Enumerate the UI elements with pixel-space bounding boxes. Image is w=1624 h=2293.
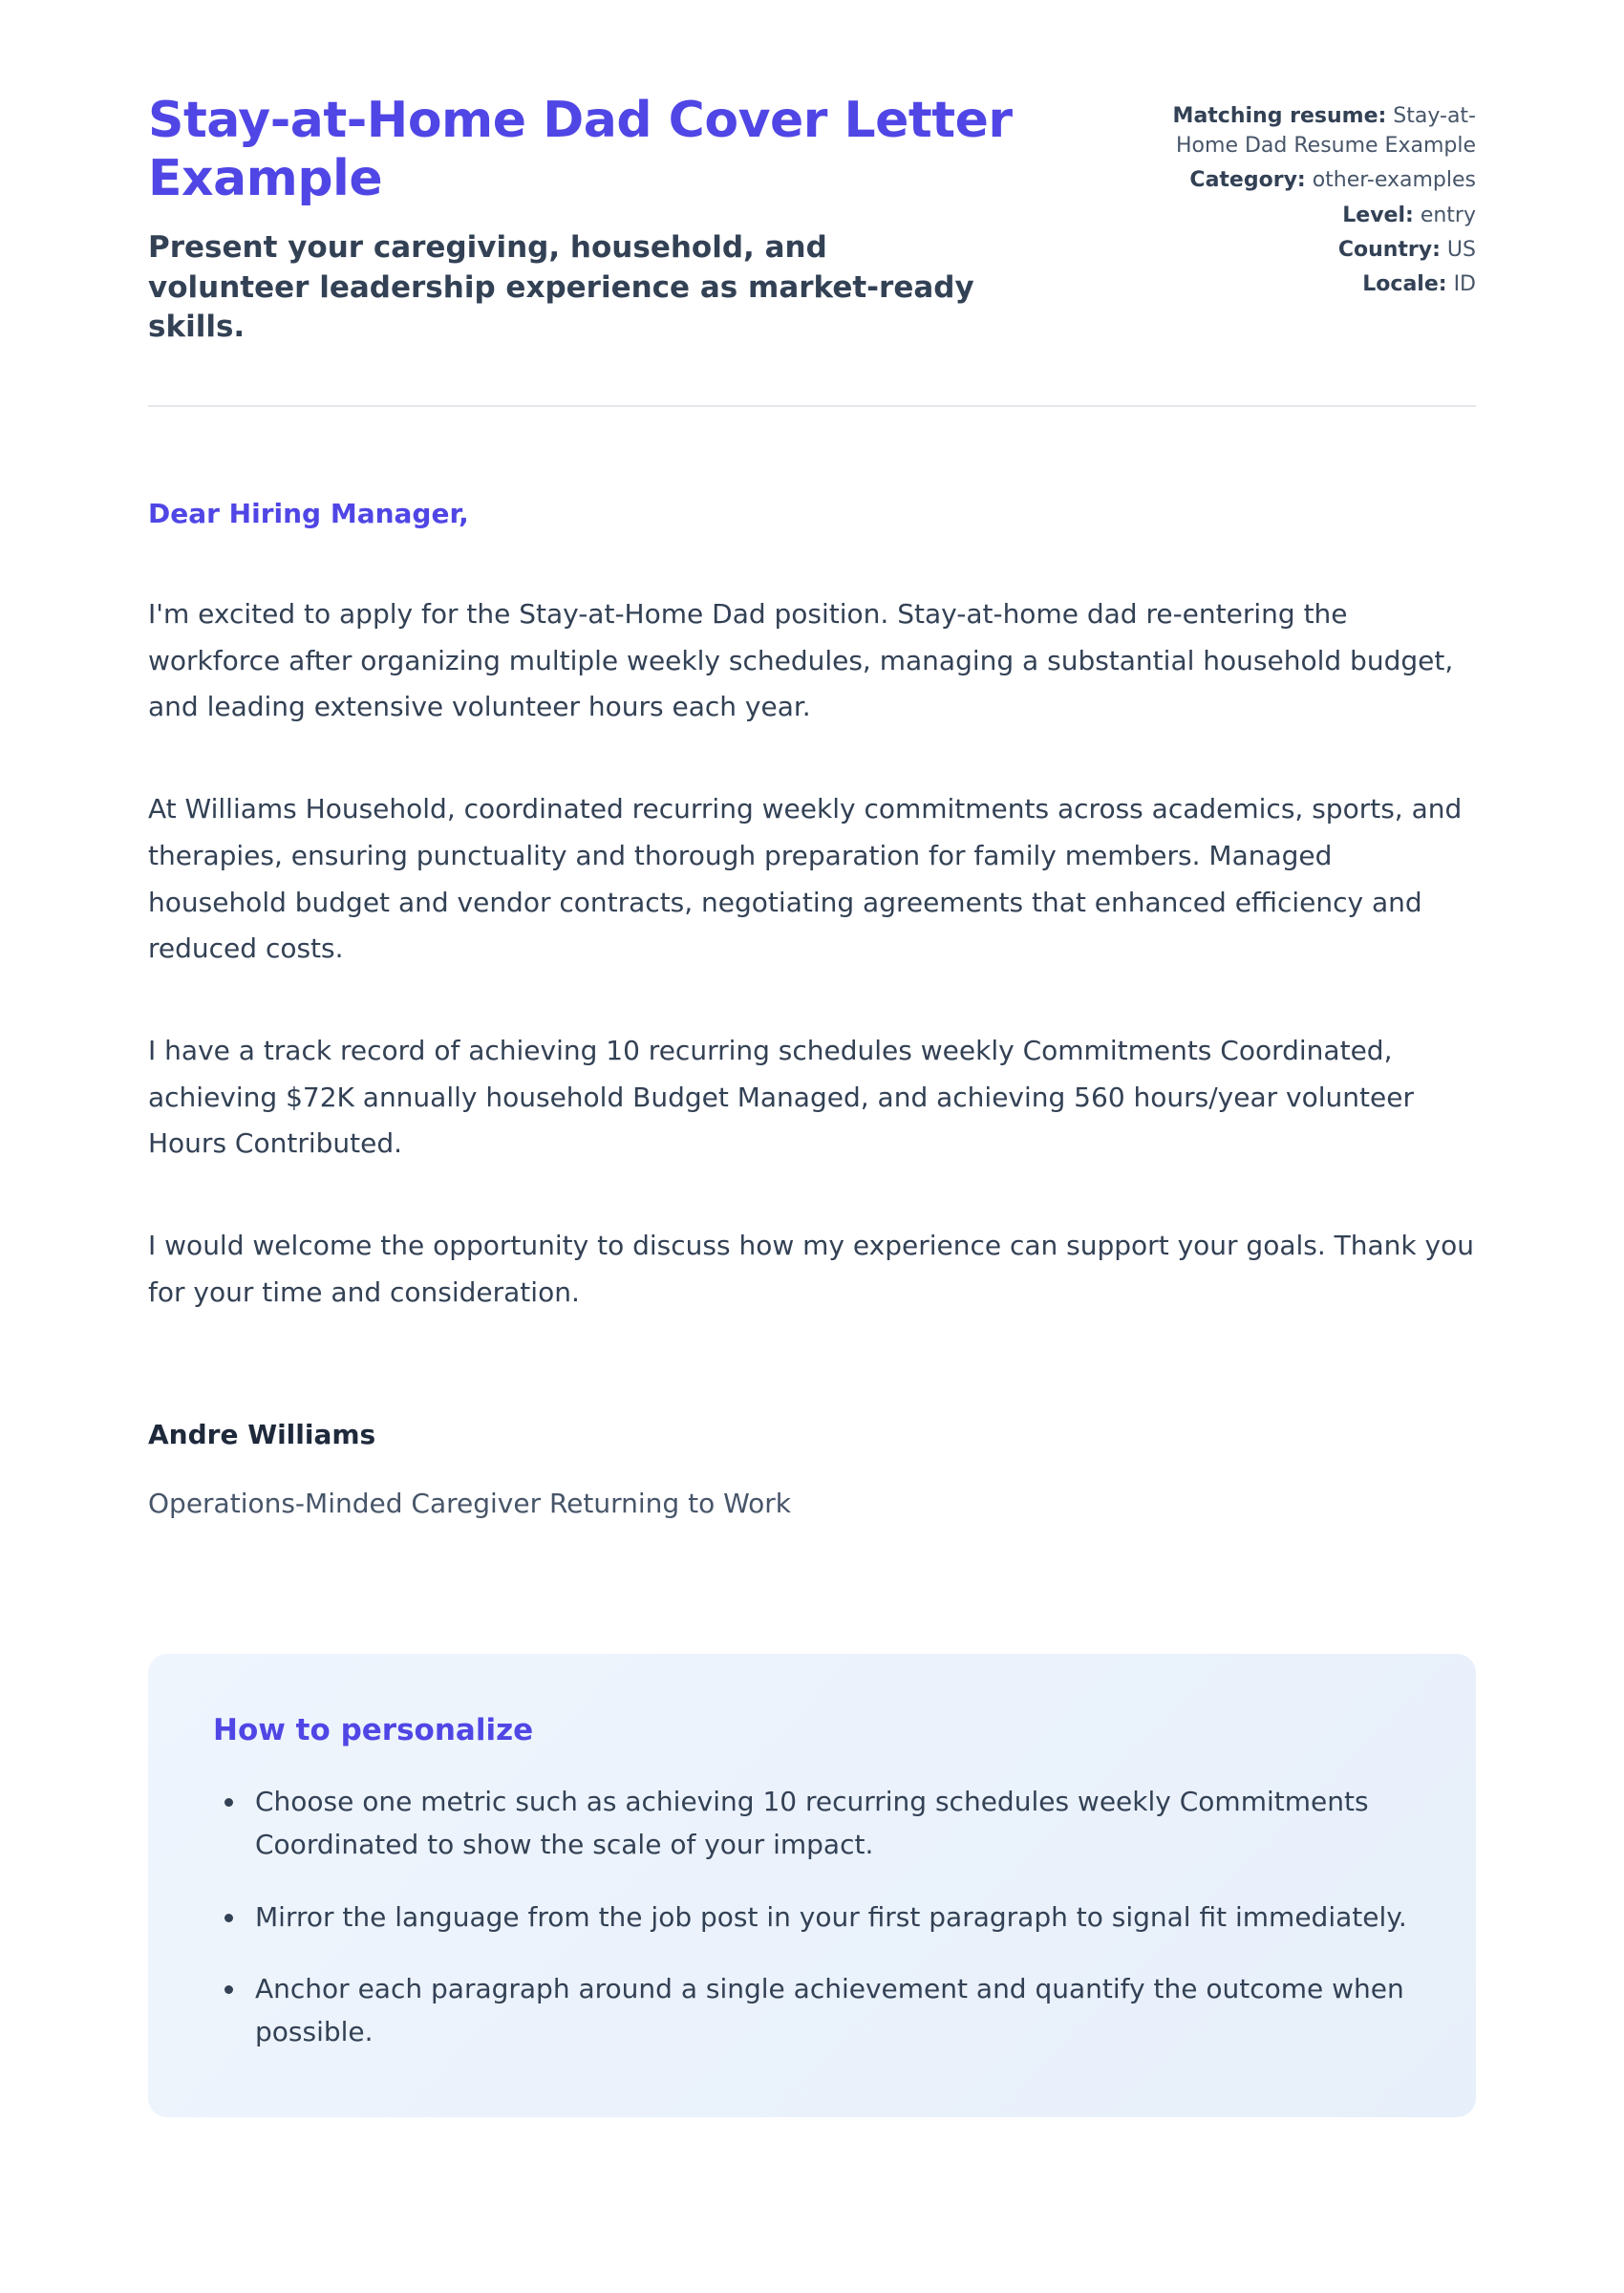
- meta-label: Level:: [1342, 203, 1414, 227]
- meta-matching-resume: [1121, 101, 1476, 161]
- callout-heading: How to personalize: [213, 1713, 534, 1748]
- resume-meta-block: [1121, 92, 1476, 304]
- cover-letter-body: [148, 491, 1476, 1528]
- letter-paragraph: At Williams Household, coordinated recurring weekly commitments across academics, sports, and therapies, ensuring punctuality and thorough preparation for family members. Managed household budget and vendor contracts, negotiating agreements that enhanced efficiency and reduced costs.: [148, 793, 1463, 965]
- page-header: [148, 92, 1476, 348]
- callout-bullet-list: [190, 1780, 1409, 2054]
- letter-paragraph: I have a track record of achieving 10 recurring schedules weekly Commitments Coordinated, achieving $72K annually household Budget Managed, and achieving 560 hours/year volunteer Hours Contributed.: [148, 1035, 1414, 1160]
- meta-value: US: [1446, 237, 1476, 262]
- signature-block: [148, 1412, 1476, 1528]
- letter-paragraph: I'm excited to apply for the Stay-at-Home Dad position. Stay-at-home dad re-entering the workforce after organizing multiple weekly schedules, managing a substantial household budget, and leading extensive volunteer hours each year.: [148, 597, 1454, 723]
- header-divider: [148, 405, 1476, 407]
- callout-bullet: • Anchor each paragraph around a single achievement and quantify the outcome when possible.: [247, 1967, 1409, 2054]
- callout-bullet: • Choose one metric such as achieving 10 recurring schedules weekly Commitments Coordinated to show the scale of your impact.: [247, 1780, 1409, 1867]
- meta-value: Stay-at-Home Dad Resume Example: [1176, 104, 1476, 159]
- meta-locale: [1121, 269, 1476, 299]
- meta-label: Locale:: [1362, 272, 1447, 297]
- meta-value: ID: [1453, 272, 1476, 297]
- signature-title: Operations-Minded Caregiver Returning to Work: [148, 1488, 792, 1520]
- meta-value: entry: [1420, 203, 1476, 227]
- letter-paragraph: I would welcome the opportunity to discuss how my experience can support your goals. Thank you for your time and consideration.: [148, 1230, 1474, 1308]
- meta-label: Country:: [1337, 237, 1441, 262]
- meta-label: Matching resume:: [1172, 104, 1387, 128]
- how-to-personalize-callout: [148, 1654, 1476, 2117]
- meta-value: other-examples: [1312, 168, 1476, 193]
- salutation: Dear Hiring Manager,: [148, 498, 469, 530]
- header-title-block: [148, 92, 1113, 348]
- page-subtitle: Present your caregiving, household, and volunteer leadership experience as market-ready skills.: [148, 229, 974, 345]
- meta-label: Category:: [1189, 168, 1306, 193]
- meta-category: [1121, 165, 1476, 195]
- meta-country: [1121, 235, 1476, 265]
- meta-level: [1121, 201, 1476, 230]
- page-title: Stay-at-Home Dad Cover Letter Example: [148, 92, 1013, 208]
- callout-bullet: • Mirror the language from the job post in your first paragraph to signal fit immediately.: [247, 1896, 1409, 1939]
- signature-name: Andre Williams: [148, 1418, 376, 1450]
